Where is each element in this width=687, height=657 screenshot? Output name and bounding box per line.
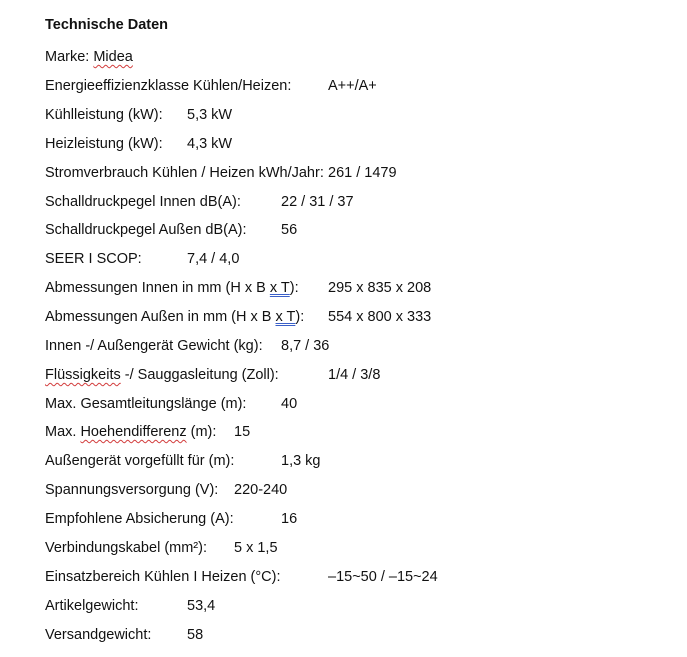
spec-value: 53,4: [187, 598, 216, 614]
spec-label: Spannungsversorgung (V):: [45, 482, 219, 498]
spec-label: Stromverbrauch Kühlen / Heizen kWh/Jahr:: [45, 165, 324, 181]
spellcheck-underline: Hoehendifferenz: [80, 424, 187, 440]
spec-value: 5 x 1,5: [234, 540, 278, 556]
grammar-underline: x T: [269, 280, 290, 296]
spec-value: 7,4 / 4,0: [187, 251, 240, 267]
spec-value: 40: [281, 396, 298, 412]
spec-label: Heizleistung (kW):: [45, 136, 163, 152]
spec-label: Abmessungen Außen in mm (H x B x T):: [45, 309, 305, 325]
spec-row-seer-scop: [45, 251, 675, 271]
spec-row-dimensions-indoor: [45, 280, 675, 300]
spec-value: 220-240: [234, 482, 288, 498]
spec-value: 295 x 835 x 208: [328, 280, 432, 296]
spec-value: 16: [281, 511, 298, 527]
spec-row-operating-range: [45, 569, 675, 589]
spellcheck-underline: Flüssigkeits: [45, 367, 121, 383]
spec-label: Flüssigkeits -/ Sauggasleitung (Zoll):: [45, 367, 279, 383]
spec-row-height-difference: [45, 424, 675, 444]
spec-row-shipping-weight: [45, 627, 675, 647]
spec-value: 554 x 800 x 333: [328, 309, 432, 325]
spec-value: –15~50 / –15~24: [328, 569, 438, 585]
spec-value: 261 / 1479: [328, 165, 397, 181]
spec-label: Einsatzbereich Kühlen I Heizen (°C):: [45, 569, 281, 585]
spec-row-noise-outdoor: [45, 222, 675, 242]
spec-row-weight: [45, 338, 675, 358]
spec-value: A++/A+: [328, 78, 377, 94]
spec-label: Energieeffizienzklasse Kühlen/Heizen:: [45, 78, 292, 94]
spec-label: Kühlleistung (kW):: [45, 107, 163, 123]
spec-row-cable: [45, 540, 675, 560]
spec-label: SEER I SCOP:: [45, 251, 142, 267]
spec-value: 4,3 kW: [187, 136, 233, 152]
spec-label: Max. Gesamtleitungslänge (m):: [45, 396, 247, 412]
spec-row-heating-capacity: [45, 136, 675, 156]
spec-label: Verbindungskabel (mm²):: [45, 540, 207, 556]
spec-row-brand: [45, 49, 675, 69]
spec-row-cooling-capacity: [45, 107, 675, 127]
spec-value: 22 / 31 / 37: [281, 194, 354, 210]
spec-value: 58: [187, 627, 204, 643]
spec-row-energy-class: [45, 78, 675, 98]
spec-row-pipe-size: [45, 367, 675, 387]
spec-row-dimensions-outdoor: [45, 309, 675, 329]
spec-row-fuse: [45, 511, 675, 531]
spec-value: 8,7 / 36: [281, 338, 330, 354]
spec-value: 1/4 / 3/8: [328, 367, 381, 383]
spec-value: 5,3 kW: [187, 107, 233, 123]
grammar-underline: x T: [275, 309, 296, 325]
spec-row-noise-indoor: [45, 194, 675, 214]
spec-label: Abmessungen Innen in mm (H x B x T):: [45, 280, 299, 296]
spec-label: Versandgewicht:: [45, 627, 152, 643]
spec-row-power-consumption: [45, 165, 675, 185]
spec-label: Empfohlene Absicherung (A):: [45, 511, 234, 527]
spellcheck-underline: Midea: [93, 49, 133, 65]
spec-row-voltage: [45, 482, 675, 502]
spec-label: Max. Hoehendifferenz (m):: [45, 424, 217, 440]
spec-value: 15: [234, 424, 251, 440]
spec-value: 1,3 kg: [281, 453, 321, 469]
spec-label: Schalldruckpegel Außen dB(A):: [45, 222, 247, 238]
spec-label: Innen -/ Außengerät Gewicht (kg):: [45, 338, 263, 354]
spec-row-pipe-length: [45, 396, 675, 416]
spec-value: 56: [281, 222, 298, 238]
spec-row-item-weight: [45, 598, 675, 618]
spec-label: Artikelgewicht:: [45, 598, 139, 614]
spec-label: Schalldruckpegel Innen dB(A):: [45, 194, 241, 210]
spec-label: Marke: Midea: [45, 49, 133, 65]
section-title: Technische Daten: [45, 17, 169, 33]
spec-label: Außengerät vorgefüllt für (m):: [45, 453, 235, 469]
spec-row-precharged: [45, 453, 675, 473]
